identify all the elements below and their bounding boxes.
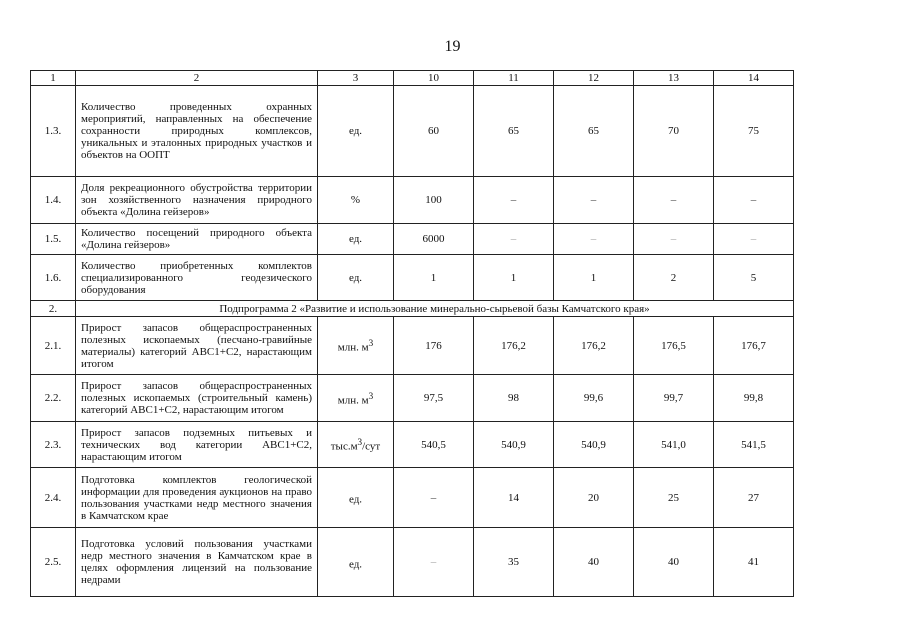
row-number: 2.5. [31,528,76,597]
row-number: 1.6. [31,255,76,301]
value-cell: – [554,177,634,224]
subprogram-row [31,301,794,317]
page-number: 19 [444,38,461,55]
row-number: 2.3. [31,422,76,468]
value-cell: 20 [554,468,634,528]
value-cell: 27 [714,468,794,528]
value-cell: – [474,177,554,224]
value-cell: – [634,224,714,255]
unit: ед. [318,468,394,528]
indicator-name: Подготовка комплектов геологической информации для проведения аукционов на право пользования участками недр местного значения в Камчатском крае [76,468,318,528]
value-cell: 25 [634,468,714,528]
indicator-name: Количество проведенных охранных мероприятий, направленных на обеспечение сохранности природных комплексов, уникальных и эталонных природных участков и объектов на ООПТ [76,86,318,177]
unit: ед. [318,255,394,301]
indicator-name: Прирост запасов подземных питьевых и технических вод категории АВС1+С2, нарастающим итогом [76,422,318,468]
value-cell: 6000 [394,224,474,255]
indicator-name: Прирост запасов общераспространенных полезных ископаемых (строительный камень) категорий АВС1+С2, нарастающим итогом [76,375,318,422]
table-row [31,317,794,375]
table-row [31,375,794,422]
value-cell: 176,2 [474,317,554,375]
unit: млн. $м^3$ [318,375,394,422]
value-cell: – [394,528,474,597]
table-row [31,177,794,224]
value-cell: – [394,468,474,528]
value-cell: 1 [394,255,474,301]
header-cell: 11 [474,71,554,86]
value-cell: – [714,224,794,255]
value-cell: 540,9 [554,422,634,468]
value-cell: 176,2 [554,317,634,375]
value-cell: 40 [634,528,714,597]
value-cell: 100 [394,177,474,224]
value-cell: 5 [714,255,794,301]
value-cell: 35 [474,528,554,597]
row-number: 2.1. [31,317,76,375]
table-row [31,468,794,528]
unit: ед. [318,86,394,177]
value-cell: 540,9 [474,422,554,468]
header-cell: 1 [31,71,76,86]
table-header-row [31,71,794,86]
indicator-name: Доля рекреационного обустройства территории зон хозяйственного назначения природного объекта «Долина гейзеров» [76,177,318,224]
value-cell: 99,8 [714,375,794,422]
row-number: 1.5. [31,224,76,255]
header-cell: 13 [634,71,714,86]
table-row [31,86,794,177]
value-cell: 2 [634,255,714,301]
indicator-name: Количество приобретенных комплектов специализированного геодезического оборудования [76,255,318,301]
value-cell: 99,7 [634,375,714,422]
value-cell: 176,5 [634,317,714,375]
table-row [31,255,794,301]
value-cell: 540,5 [394,422,474,468]
value-cell: 97,5 [394,375,474,422]
row-number: 1.4. [31,177,76,224]
unit: ед. [318,528,394,597]
unit: $тыс.м^3$/сут [318,422,394,468]
value-cell: 1 [554,255,634,301]
value-cell: 70 [634,86,714,177]
unit: ед. [318,224,394,255]
row-number: 1.3. [31,86,76,177]
value-cell: 41 [714,528,794,597]
value-cell: 176 [394,317,474,375]
indicator-name: Прирост запасов общераспространенных полезных ископаемых (песчано-гравийные материалы) категорий АВС1+С2, нарастающим итогом [76,317,318,375]
header-cell: 10 [394,71,474,86]
indicator-name: Подготовка условий пользования участками недр местного значения в Камчатском крае в целях оформления лицензий на пользование недрами [76,528,318,597]
row-number: 2. [31,301,76,317]
value-cell: 1 [474,255,554,301]
unit: % [318,177,394,224]
value-cell: 99,6 [554,375,634,422]
table-row [31,528,794,597]
value-cell: 541,5 [714,422,794,468]
value-cell: 98 [474,375,554,422]
header-cell: 2 [76,71,318,86]
value-cell: 65 [554,86,634,177]
value-cell: 40 [554,528,634,597]
header-cell: 14 [714,71,794,86]
header-cell: 3 [318,71,394,86]
header-cell: 12 [554,71,634,86]
value-cell: – [554,224,634,255]
value-cell: 14 [474,468,554,528]
unit: млн. $м^3$ [318,317,394,375]
value-cell: – [714,177,794,224]
row-number: 2.2. [31,375,76,422]
value-cell: – [634,177,714,224]
row-number: 2.4. [31,468,76,528]
value-cell: 60 [394,86,474,177]
subprogram-title: Подпрограмма 2 «Развитие и использование минерально-сырьевой базы Камчатского края» [76,301,794,317]
value-cell: 65 [474,86,554,177]
indicators-table [30,70,794,597]
indicator-name: Количество посещений природного объекта «Долина гейзеров» [76,224,318,255]
table-row [31,422,794,468]
value-cell: 176,7 [714,317,794,375]
table-row [31,224,794,255]
value-cell: – [474,224,554,255]
value-cell: 541,0 [634,422,714,468]
value-cell: 75 [714,86,794,177]
